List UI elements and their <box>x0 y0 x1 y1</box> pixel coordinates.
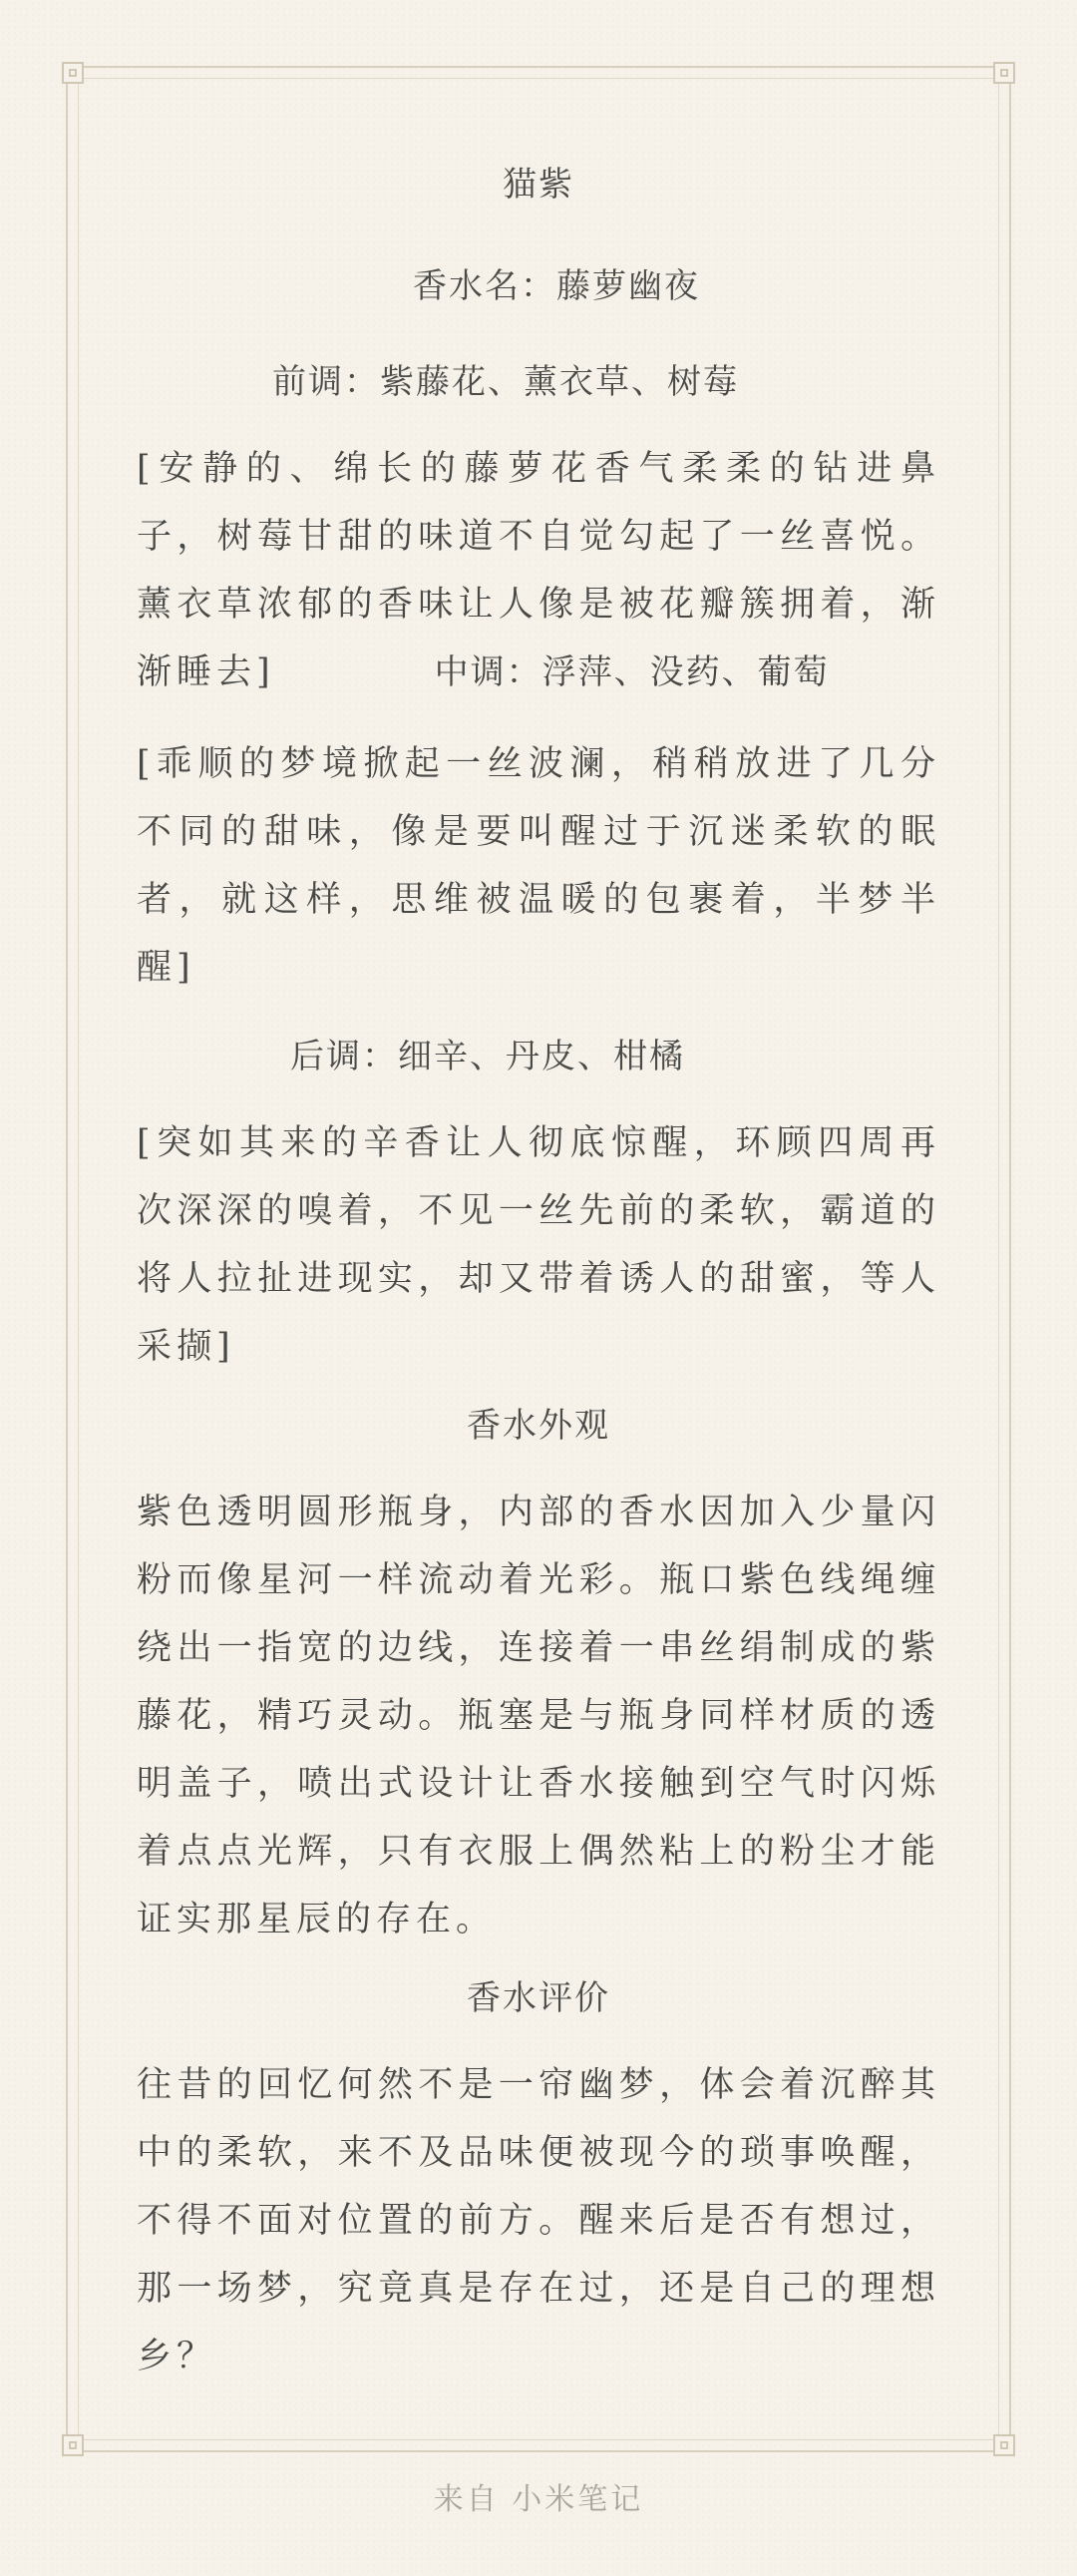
middle-notes-label: 中调：浮萍、没药、葡萄 <box>434 652 830 692</box>
appearance-text: 紫色透明圆形瓶身，内部的香水因加入少量闪粉而像星河一样流动着光彩。瓶口紫色线绳缠绕出一指宽的边线，连接着一串丝绢制成的紫藤花，精巧灵动。瓶塞是与瓶身同样材质的透明盖子，喷出式设计让香水接触到空气时闪烁着点点光辉，只有衣服上偶然粘上的粉尘才能证实那星辰的存在。 <box>137 1493 940 1939</box>
top-notes-label: 前调：紫藤花、薰衣草、树莓 <box>272 362 739 402</box>
review-heading: 香水评价 <box>467 1978 610 2018</box>
frame-corner-ornament <box>993 62 1015 84</box>
frame-corner-ornament <box>993 2434 1015 2456</box>
base-notes-label: 后调：细辛、丹皮、柑橘 <box>290 1037 685 1076</box>
frame-corner-ornament <box>62 62 84 84</box>
appearance-heading: 香水外观 <box>467 1406 610 1446</box>
middle-notes-description: [乖顺的梦境掀起一丝波澜，稍稍放进了几分不同的甜味，像是要叫醒过于沉迷柔软的眠者，就这样，思维被温暖的包裹着，半梦半醒] <box>137 744 940 988</box>
top-notes-text: [安静的、绵长的藤萝花香气柔柔的钻进鼻子，树莓甘甜的味道不自觉勾起了一丝喜悦。薰衣草浓郁的香味让人像是被花瓣簇拥着，渐渐睡去] <box>137 449 940 692</box>
note-title: 猫紫 <box>503 165 574 205</box>
base-notes-description: [突如其来的辛香让人彻底惊醒，环顾四周再次深深的嗅着，不见一丝先前的柔软，霸道的将人拉扯进现实，却又带着诱人的甜蜜，等人采撷] <box>137 1123 940 1367</box>
review-text: 往昔的回忆何然不是一帘幽梦，体会着沉醉其中的柔软，来不及品味便被现今的琐事唤醒，不得不面对位置的前方。醒来后是否有想过，那一场梦，究竟真是存在过，还是自己的理想乡？ <box>137 2065 940 2376</box>
note-content <box>137 150 940 2390</box>
top-notes-description <box>137 435 940 706</box>
perfume-name: 香水名：藤萝幽夜 <box>413 266 700 306</box>
source-footer: 来自 小米笔记 <box>433 2482 644 2517</box>
frame-corner-ornament <box>62 2434 84 2456</box>
